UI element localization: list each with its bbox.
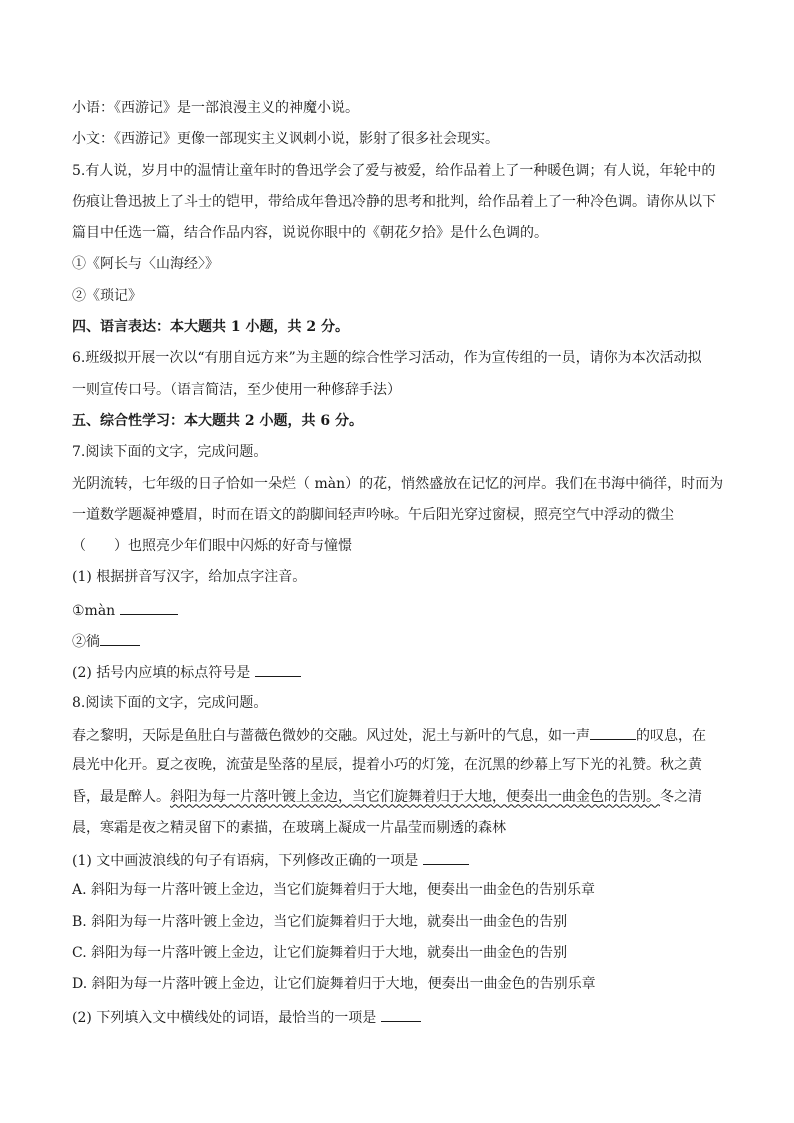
answer-label: ②徜 [72,634,100,651]
passage-line: 一道数学题凝神蹙眉，时而在语文的韵脚间轻声吟咏。午后阳光穿过窗棂，照亮空气中浮动的微尘 [72,506,674,523]
passage-text: 昏，最是醉人。 [72,788,170,805]
sub-question-text: (2) 下列填入文中横线处的词语，最恰当的一项是 [72,1009,377,1026]
passage-text: 的叹息，在 [636,727,706,744]
passage-line: 光阴流转，七年级的日子恰如一朵烂（ màn）的花，悄然盛放在记忆的河岸。我们在书海中徜徉，时而为 [72,475,724,492]
fill-blank[interactable] [590,725,636,740]
passage-line [72,725,722,743]
text-line: 小语：《西游记》是一部浪漫主义的神魔小说。 [72,100,359,116]
option-line: ②《琐记》 [72,287,142,304]
section-heading: 五、综合性学习：本大题共 2 小题，共 6 分。 [72,412,363,429]
choice-b: B. 斜阳为每一片落叶镀上金边，当它们旋舞着归于大地，就奏出一曲金色的告别 [72,913,568,930]
answer-blank[interactable] [423,850,469,865]
sub-question-text: (2) 括号内应填的标点符号是 [72,665,251,682]
answer-line [72,600,722,618]
passage-line: 晨光中化开。夏之夜晚，流萤是坠落的星辰，提着小巧的灯笼，在沉黑的纱幕上写下光的礼赞。秋之黄 [72,757,702,774]
document-page [72,99,722,1038]
question-7-line: 7.阅读下面的文字，完成问题。 [72,444,268,461]
answer-line [72,631,722,649]
answer-blank[interactable] [100,631,140,646]
question-8-line: 8.阅读下面的文字，完成问题。 [72,694,268,711]
question-5-line: 伤痕让鲁迅披上了斗士的铠甲，带给成年鲁迅冷静的思考和批判，给作品着上了一种冷色调。请你从以下 [72,193,716,210]
choice-a: A. 斜阳为每一片落叶镀上金边，当它们旋舞着归于大地，便奏出一曲金色的告别乐章 [72,882,596,899]
answer-label: ①màn [72,602,116,619]
option-line: ①《阿长与〈山海经〉》 [72,256,219,273]
sub-question-line [72,662,722,680]
question-5-line: 篇目中任选一篇，结合作品内容，说说你眼中的《朝花夕拾》是什么色调的。 [72,225,548,242]
sub-question-line [72,1007,722,1025]
sub-question-line: (1) 根据拼音写汉字，给加点字注音。 [72,569,307,586]
passage-line: （ ）也照亮少年们眼中闪烁的好奇与憧憬 [72,538,352,555]
answer-blank[interactable] [255,662,301,677]
text-line: 小文：《西游记》更像一部现实主义讽刺小说，影射了很多社会现实。 [72,131,499,148]
passage-text: 冬之清 [660,788,702,805]
choice-c: C. 斜阳为每一片落叶镀上金边，让它们旋舞着归于大地，就奏出一曲金色的告别 [72,945,568,962]
passage-line: 晨，寒霜是夜之精灵留下的素描，在玻璃上凝成一片晶莹而剔透的森林 [72,819,506,836]
question-6-line: 一则宣传口号。（语言简洁，至少使用一种修辞手法） [72,381,401,398]
sub-question-line [72,850,722,868]
section-heading: 四、语言表达：本大题共 1 小题，共 2 分。 [72,319,349,336]
answer-blank[interactable] [381,1007,421,1022]
passage-text: 春之黎明，天际是鱼肚白与蔷薇色微妙的交融。风过处，泥土与新叶的气息，如一声 [72,727,590,744]
question-5-line: 5.有人说，岁月中的温情让童年时的鲁迅学会了爱与被爱，给作品着上了一种暖色调；有人说，年轮中的 [72,162,716,179]
choice-d: D. 斜阳为每一片落叶镀上金边，让它们旋舞着归于大地，便奏出一曲金色的告别乐章 [72,976,596,993]
sub-question-text: (1) 文中画波浪线的句子有语病，下列修改正确的一项是 [72,853,419,870]
passage-line [72,788,722,806]
question-6-line: 6.班级拟开展一次以“有朋自远方来”为主题的综合性学习活动，作为宣传组的一员，请你为本次活动拟 [72,350,702,367]
wavy-underlined-sentence: 斜阳为每一片落叶镀上金边，当它们旋舞着归于大地，便奏出一曲金色的告别。 [170,788,660,805]
answer-blank[interactable] [120,600,178,615]
